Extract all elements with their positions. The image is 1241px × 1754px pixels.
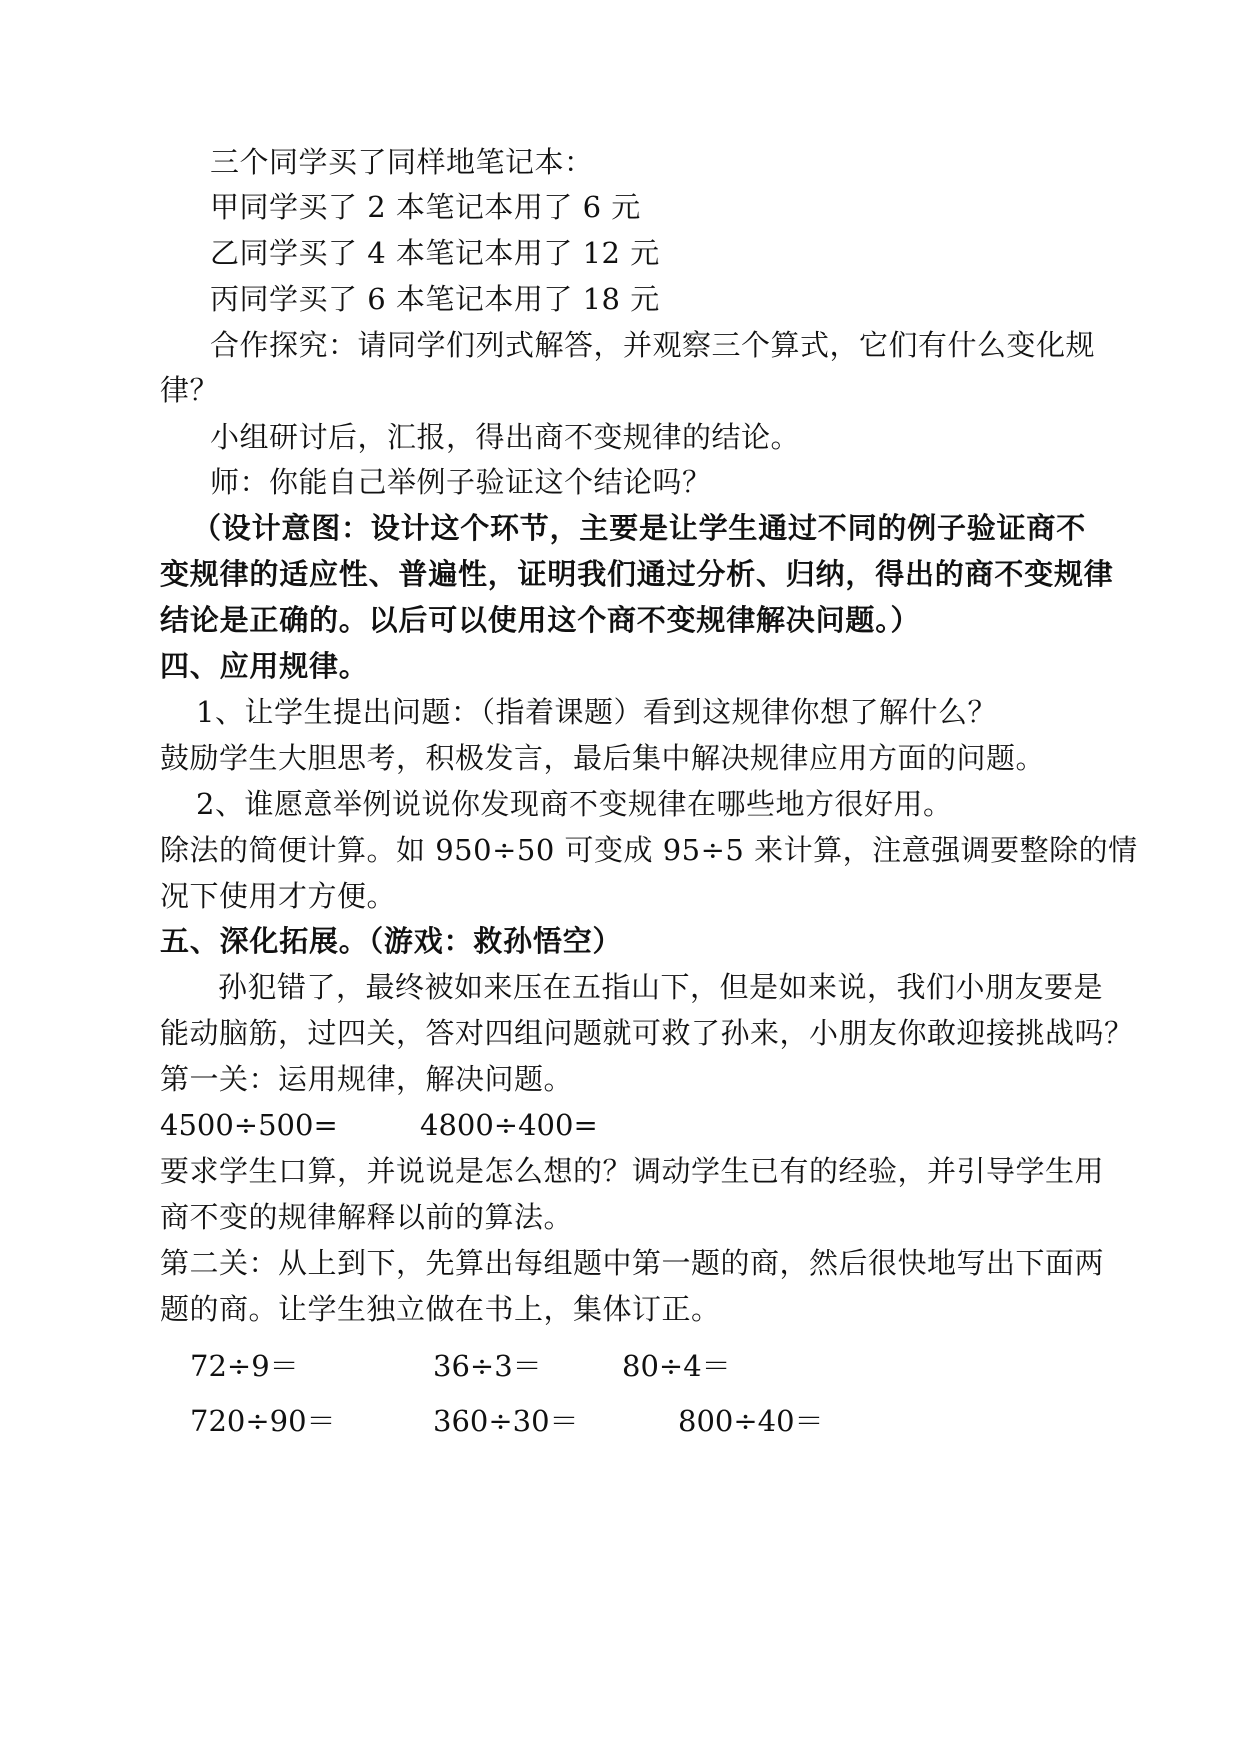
design-intent-line: 变规律的适应性、普遍性，证明我们通过分析、归纳，得出的商不变规律 — [160, 557, 1114, 591]
paragraph-line: 1、让学生提出问题：（指着课题）看到这规律你想了解什么？ — [196, 695, 997, 729]
paragraph-line: 丙同学买了 6 本笔记本用了 18 元 — [210, 282, 660, 316]
paragraph-line: 第一关：运用规律，解决问题。 — [160, 1062, 574, 1096]
paragraph-line: 能动脑筋，过四关，答对四组问题就可救了孙来，小朋友你敢迎接挑战吗？ — [160, 1016, 1134, 1050]
paragraph-line: 小组研讨后，汇报，得出商不变规律的结论。 — [210, 420, 801, 454]
paragraph-line: 乙同学买了 4 本笔记本用了 12 元 — [210, 236, 660, 270]
level1-problem: 4800÷400= — [420, 1108, 598, 1142]
design-intent-line: 结论是正确的。以后可以使用这个商不变规律解决问题。） — [160, 603, 921, 637]
paragraph-line: 律？ — [160, 373, 220, 407]
section-heading: 四、应用规律。 — [160, 649, 369, 683]
paragraph-line: 甲同学买了 2 本笔记本用了 6 元 — [210, 190, 641, 224]
paragraph-line: 2、谁愿意举例说说你发现商不变规律在哪些地方很好用。 — [196, 787, 953, 821]
paragraph-line: 孙犯错了，最终被如来压在五指山下，但是如来说，我们小朋友要是 — [218, 970, 1104, 1004]
paragraph-line: 况下使用才方便。 — [160, 879, 397, 913]
level2-problem: 800÷40＝ — [678, 1404, 824, 1438]
design-intent-line: （设计意图：设计这个环节，主要是让学生通过不同的例子验证商不 — [192, 511, 1087, 545]
paragraph-line: 第二关：从上到下，先算出每组题中第一题的商，然后很快地写出下面两 — [160, 1246, 1105, 1280]
level2-problem: 36÷3＝ — [433, 1349, 542, 1383]
level2-problem: 360÷30＝ — [433, 1404, 579, 1438]
level2-problem: 72÷9＝ — [190, 1349, 299, 1383]
level2-problem: 720÷90＝ — [190, 1404, 336, 1438]
paragraph-line: 除法的简便计算。如 950÷50 可变成 95÷5 来计算，注意强调要整除的情 — [160, 833, 1138, 867]
paragraph-line: 要求学生口算，并说说是怎么想的？调动学生已有的经验，并引导学生用 — [160, 1154, 1105, 1188]
paragraph-line: 鼓励学生大胆思考，积极发言，最后集中解决规律应用方面的问题。 — [160, 741, 1046, 775]
level2-problem: 80÷4＝ — [622, 1349, 731, 1383]
paragraph-line: 合作探究：请同学们列式解答，并观察三个算式，它们有什么变化规 — [210, 328, 1096, 362]
level1-problem: 4500÷500= — [160, 1108, 338, 1142]
section-heading: 五、深化拓展。（游戏：救孙悟空） — [160, 924, 623, 958]
paragraph-line: 题的商。让学生独立做在书上，集体订正。 — [160, 1292, 721, 1326]
paragraph-line: 商不变的规律解释以前的算法。 — [160, 1200, 574, 1234]
paragraph-line: 三个同学买了同样地笔记本： — [210, 145, 594, 179]
paragraph-line: 师：你能自己举例子验证这个结论吗？ — [210, 465, 712, 499]
